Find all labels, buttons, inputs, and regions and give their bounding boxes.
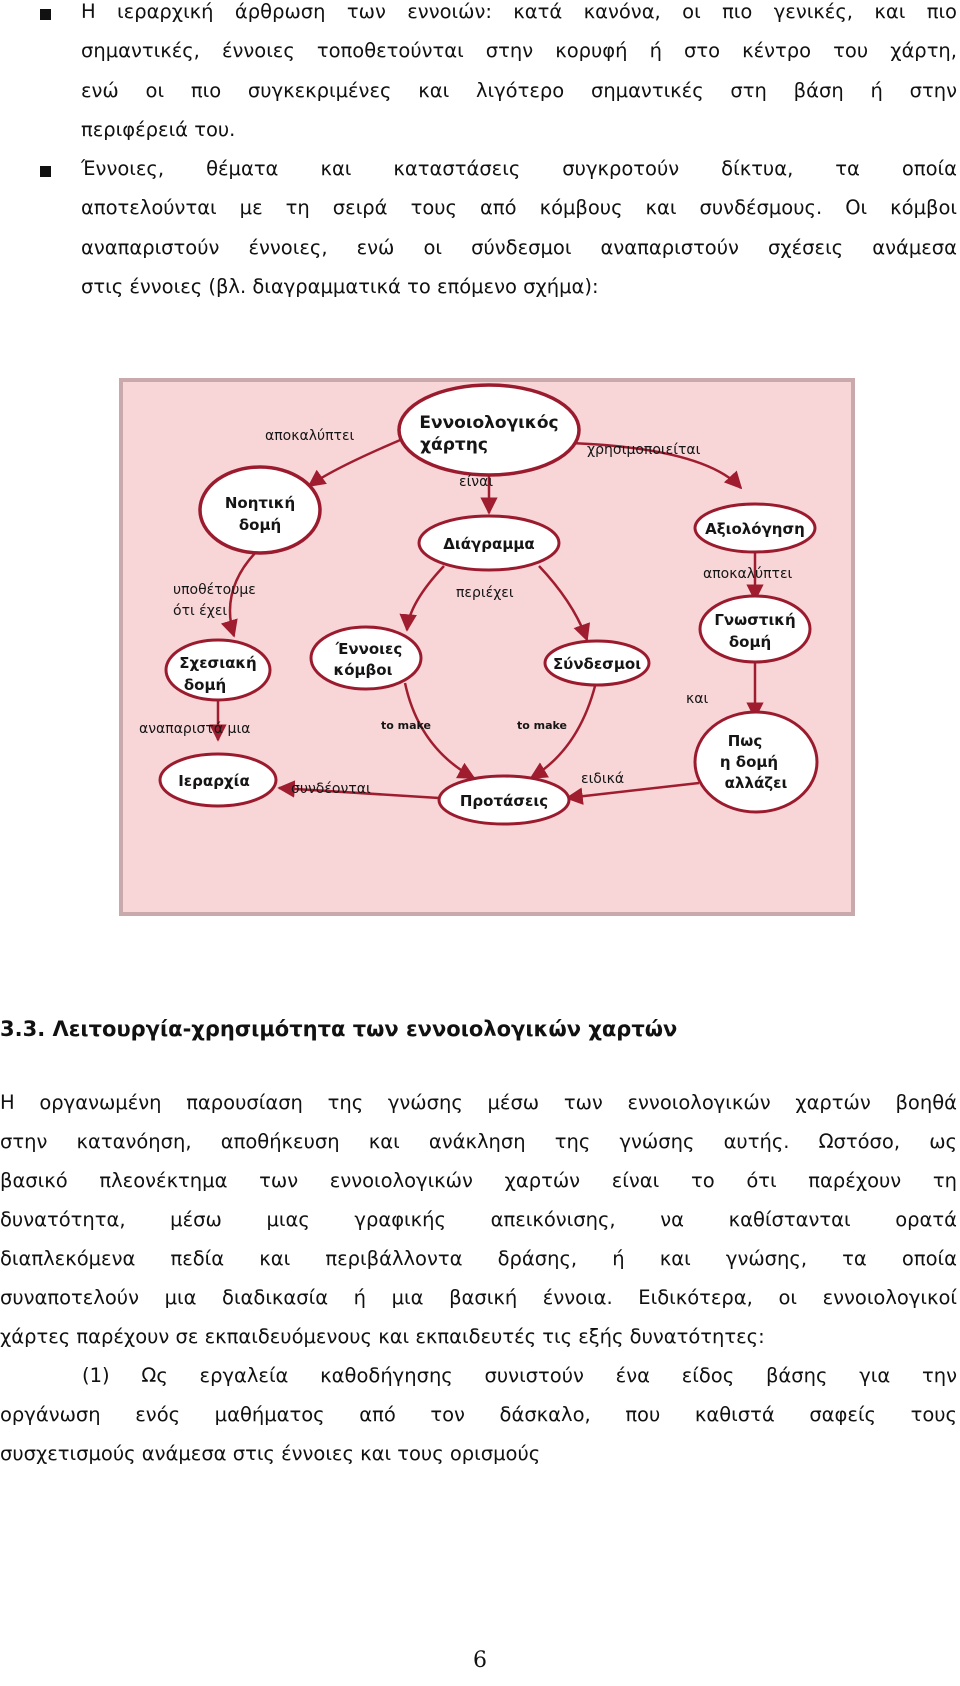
link-label: είναι xyxy=(459,474,494,490)
node-label: δομή xyxy=(728,633,772,651)
link-label: περιέχει xyxy=(456,585,514,601)
body-line: διαπλεκόμενα πεδία και περιβάλλοντα δράσης, ή και γνώσης, τα οποία xyxy=(0,1247,957,1270)
bullet-1-line-4: περιφέρειά του. xyxy=(81,118,236,141)
body-line: (1) Ως εργαλεία καθοδήγησης συνιστούν ένα είδος βάσης για την xyxy=(82,1364,957,1387)
node-label: Αξιολόγηση xyxy=(705,520,805,538)
node-label: κόμβοι xyxy=(333,661,393,679)
link-label: αναπαριστά μια xyxy=(139,721,251,737)
bullet-1-line-2: σημαντικές, έννοιες τοποθετούνται στην κορυφή ή στο κέντρο του χάρτη, xyxy=(81,39,957,62)
body-line: οργάνωση ενός μαθήματος από τον δάσκαλο, που καθιστά σαφείς τους xyxy=(0,1403,957,1426)
node-label: αλλάζει xyxy=(724,774,788,792)
node-label: Σχεσιακή xyxy=(179,654,257,672)
bullet-2-line-3: αναπαριστούν έννοιες, ενώ οι σύνδεσμοι αναπαριστούν σχέσεις ανάμεσα xyxy=(81,236,957,259)
node-cognitive-structure xyxy=(700,596,810,662)
bullet-2-line-2: αποτελούνται με τη σειρά τους από κόμβους και συνδέσμους. Οι κόμβοι xyxy=(81,196,957,219)
section-heading: 3.3. Λειτουργία-χρησιμότητα των εννοιολογικών χαρτών xyxy=(0,1017,678,1041)
page-number: 6 xyxy=(473,1648,487,1673)
link-label: συνδέονται xyxy=(291,781,371,797)
node-mental-structure xyxy=(200,467,320,553)
link-label: χρησιμοποιείται xyxy=(587,442,701,458)
node-label: η δομή xyxy=(719,753,779,771)
node-label: Νοητική xyxy=(224,494,296,512)
node-label: χάρτης xyxy=(420,435,488,455)
node-concepts-nodes xyxy=(311,627,421,689)
node-evaluation xyxy=(695,504,815,552)
node-label: Εννοιολογικός xyxy=(419,413,559,433)
bullet-2-line-4: στις έννοιες (βλ. διαγραμματικά το επόμενο σχήμα): xyxy=(81,275,599,298)
node-chart xyxy=(419,516,559,570)
node-label: Έννοιες xyxy=(335,640,403,658)
node-label: Γνωστική xyxy=(714,611,796,629)
link-label: αποκαλύπτει xyxy=(703,566,793,582)
node-concept-map xyxy=(399,385,579,475)
body-line: στην κατανόηση, αποθήκευση και ανάκληση της γνώσης αυτής. Ωστόσο, ως xyxy=(0,1130,957,1153)
body-line: χάρτες παρέχουν σε εκπαιδευόμενους και εκπαιδευτές τις εξής δυνατότητες: xyxy=(0,1325,765,1348)
link-label: αποκαλύπτει xyxy=(265,428,355,444)
node-label: δομή xyxy=(183,676,227,694)
concept-map-diagram xyxy=(119,378,855,916)
node-label: Διάγραμμα xyxy=(443,535,535,553)
node-how-structure-changes xyxy=(695,712,817,812)
bullet-2-line-1: Έννοιες, θέματα και καταστάσεις συγκροτούν δίκτυα, τα οποία xyxy=(81,157,957,180)
body-line: βασικό πλεονέκτημα των εννοιολογικών χαρτών είναι το ότι παρέχουν τη xyxy=(0,1169,957,1192)
body-line: δυνατότητα, μέσω μιας γραφικής απεικόνισης, να καθίστανται ορατά xyxy=(0,1208,957,1231)
bullet-1-line-1: Η ιεραρχική άρθρωση των εννοιών: κατά κανόνα, οι πιο γενικές, και πιο xyxy=(81,0,957,23)
node-label: Ιεραρχία xyxy=(178,772,250,790)
node-label: Σύνδεσμοι xyxy=(552,655,642,673)
link-label: υποθέτουμε xyxy=(173,582,256,598)
node-relational-structure xyxy=(166,640,270,700)
link-label: και xyxy=(686,691,709,707)
link-label: to make xyxy=(517,719,568,732)
link-label: ότι έχει xyxy=(173,603,228,619)
body-line: Η οργανωμένη παρουσίαση της γνώσης μέσω των εννοιολογικών χαρτών βοηθά xyxy=(0,1091,957,1114)
bullet-icon xyxy=(40,9,51,20)
body-line: συναποτελούν μια διαδικασία ή μια βασική έννοια. Ειδικότερα, οι εννοιολογικοί xyxy=(0,1286,957,1309)
link-label: ειδικά xyxy=(581,771,625,787)
node-label: Προτάσεις xyxy=(459,792,549,810)
body-line: συσχετισμούς ανάμεσα στις έννοιες και τους ορισμούς xyxy=(0,1442,541,1465)
node-label: Πως xyxy=(727,732,763,750)
node-links xyxy=(545,641,649,685)
link-label: to make xyxy=(381,719,432,732)
bullet-icon xyxy=(40,166,51,177)
node-propositions xyxy=(439,776,569,824)
bullet-1-line-3: ενώ οι πιο συγκεκριμένες και λιγότερο σημαντικές στη βάση ή στην xyxy=(81,79,957,102)
node-hierarchy xyxy=(160,754,276,806)
node-label: δομή xyxy=(238,516,282,534)
